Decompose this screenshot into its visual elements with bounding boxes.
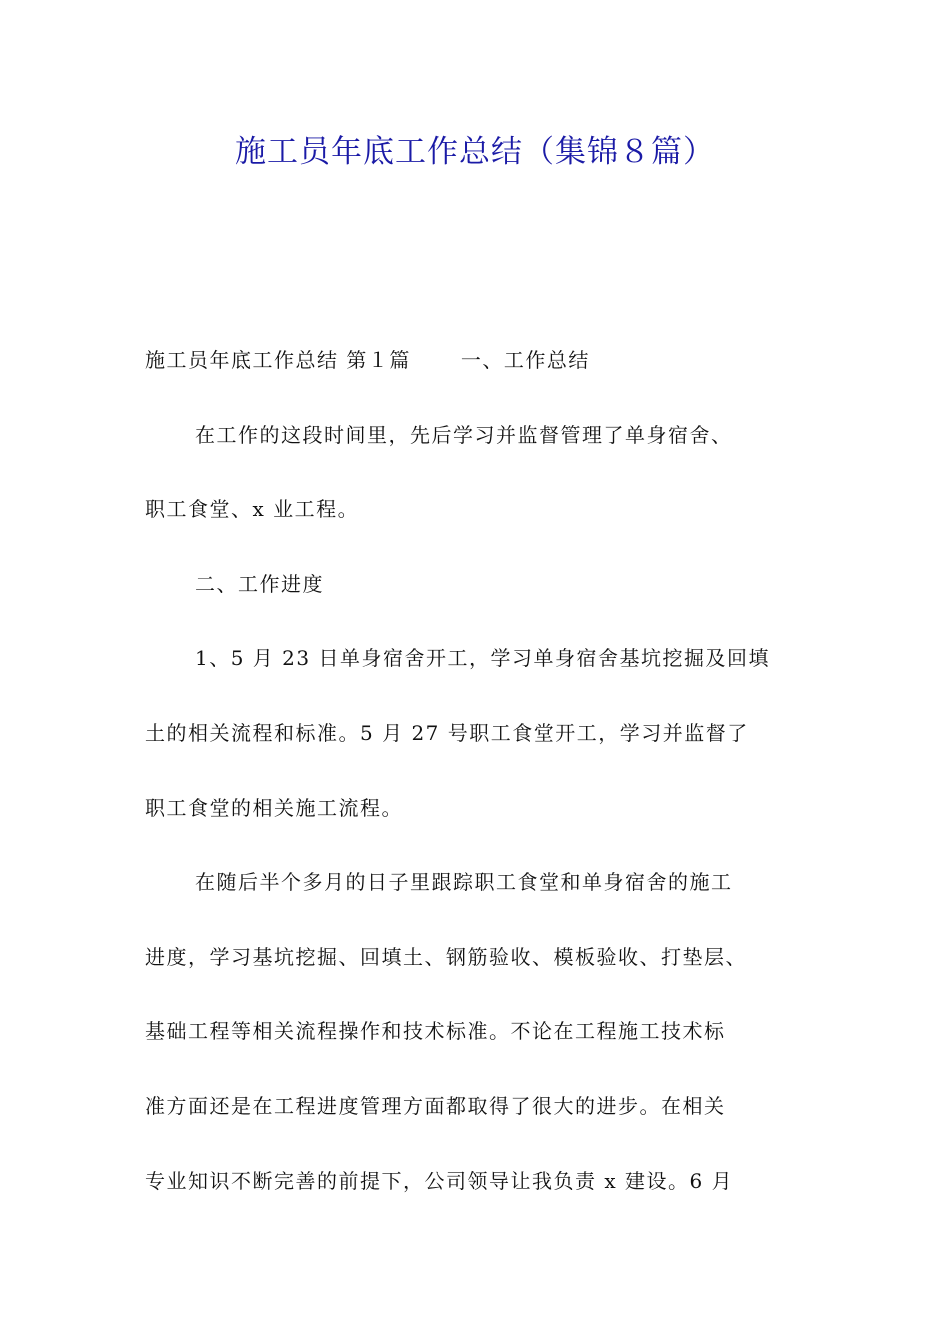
paragraph-line: 进度，学习基坑挖掘、回填土、钢筋验收、模板验收、打垫层、 <box>145 944 747 969</box>
paragraph-line: 基础工程等相关流程操作和技术标准。不论在工程施工技术标 <box>145 1019 726 1044</box>
paragraph-line: 职工食堂的相关施工流程。 <box>145 795 403 820</box>
paragraph-line: 在工作的这段时间里，先后学习并监督管理了单身宿舍、 <box>195 422 733 447</box>
paragraph-line: 准方面还是在工程进度管理方面都取得了很大的进步。在相关 <box>145 1093 726 1118</box>
section-heading-line <box>145 340 845 415</box>
paragraph-line: 土的相关流程和标准。5 月 27 号职工食堂开工，学习并监督了 <box>145 720 749 745</box>
document-body <box>145 340 845 1235</box>
section-heading: 二、工作进度 <box>195 571 324 596</box>
paragraph-line: 1、5 月 23 日单身宿舍开工，学习单身宿舍基坑挖掘及回填 <box>195 646 770 671</box>
paragraph-line: 在随后半个多月的日子里跟踪职工食堂和单身宿舍的施工 <box>195 870 733 895</box>
article-heading: 施工员年底工作总结 第１篇 <box>145 348 411 372</box>
paragraph-line: 职工食堂、x 业工程。 <box>145 497 360 522</box>
document-title: 施工员年底工作总结（集锦８篇） <box>235 134 715 170</box>
paragraph-line: 专业知识不断完善的前提下，公司领导让我负责 x 建设。6 月 <box>145 1168 734 1193</box>
section-heading: 一、工作总结 <box>460 348 590 372</box>
